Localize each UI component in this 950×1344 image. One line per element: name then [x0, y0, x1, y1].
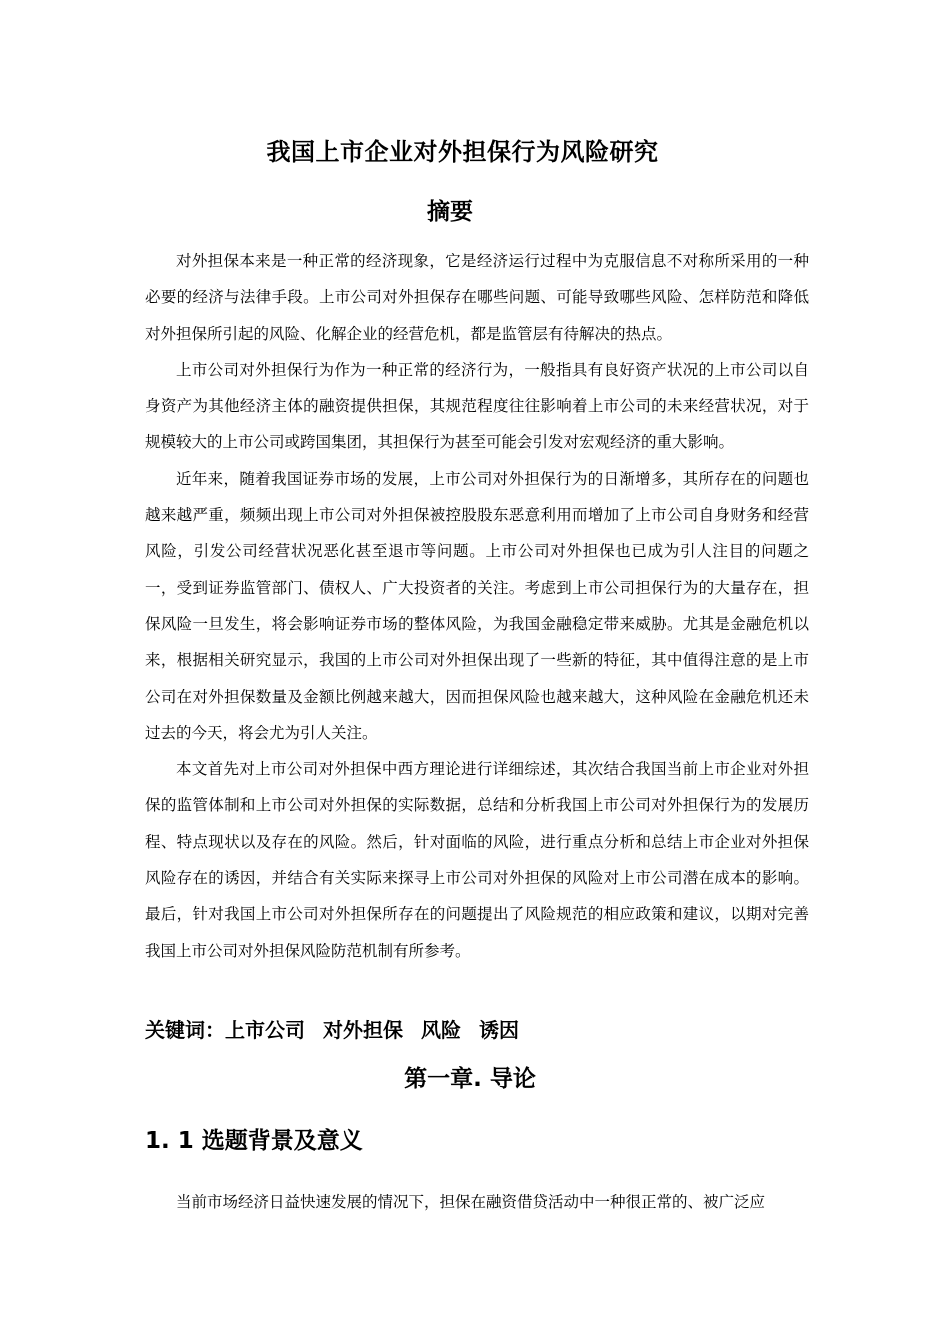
section-paragraph: 当前市场经济日益快速发展的情况下，担保在融资借贷活动中一种很正常的、被广泛应	[176, 1193, 766, 1211]
abstract-paragraph-1: 对外担保本来是一种正常的经济现象，它是经济运行过程中为克服信息不对称所采用的一种必要的经济与法律手段。上市公司对外担保存在哪些问题、可能导致哪些风险、怎样防范和降低对外担保所引起的风险、化解企业的经营危机，都是监管层有待解决的热点。	[145, 252, 809, 343]
abstract-paragraph-4: 本文首先对上市公司对外担保中西方理论进行详细综述，其次结合我国当前上市企业对外担保的监管体制和上市公司对外担保的实际数据，总结和分析我国上市公司对外担保行为的发展历程、特点现状以及存在的风险。然后，针对面临的风险，进行重点分析和总结上市企业对外担保风险存在的诱因，并结合有关实际来探寻上市公司对外担保的风险对上市公司潜在成本的影响。最后，针对我国上市公司对外担保所存在的问题提出了风险规范的相应政策和建议，以期对完善我国上市公司对外担保风险防范机制有所参考。	[145, 760, 809, 960]
keywords-line	[145, 1014, 825, 1046]
keyword: 对外担保	[323, 1018, 403, 1042]
abstract-body	[145, 243, 809, 969]
abstract-paragraph-2: 上市公司对外担保行为作为一种正常的经济行为，一般指具有良好资产状况的上市公司以自身资产为其他经济主体的融资提供担保，其规范程度往往影响着上市公司的未来经营状况，对于规模较大的上市公司或跨国集团，其担保行为甚至可能会引发对宏观经济的重大影响。	[145, 360, 809, 452]
keyword: 风险	[421, 1018, 461, 1042]
section-title: 1. 1 选题背景及意义	[145, 1128, 363, 1154]
chapter-title: 第一章. 导论	[404, 1066, 536, 1092]
keyword: 上市公司	[225, 1018, 305, 1042]
section-body	[145, 1184, 809, 1220]
document-title: 我国上市企业对外担保行为风险研究	[266, 138, 659, 166]
abstract-heading: 摘要	[427, 199, 473, 225]
keywords-label: 关键词：	[145, 1018, 225, 1042]
abstract-paragraph-3: 近年来，随着我国证券市场的发展，上市公司对外担保行为的日渐增多，其所存在的问题也越来越严重，频频出现上市公司对外担保被控股股东恶意利用而增加了上市公司自身财务和经营风险，引发公司经营状况恶化甚至退市等问题。上市公司对外担保也已成为引人注目的问题之一，受到证券监管部门、债权人、广大投资者的关注。考虑到上市公司担保行为的大量存在，担保风险一旦发生，将会影响证券市场的整体风险，为我国金融稳定带来威胁。尤其是金融危机以来，根据相关研究显示，我国的上市公司对外担保出现了一些新的特征，其中值得注意的是上市公司在对外担保数量及金额比例越来越大，因而担保风险也越来越大，这种风险在金融危机还未过去的今天，将会尤为引人关注。	[145, 469, 809, 742]
keyword: 诱因	[479, 1018, 519, 1042]
